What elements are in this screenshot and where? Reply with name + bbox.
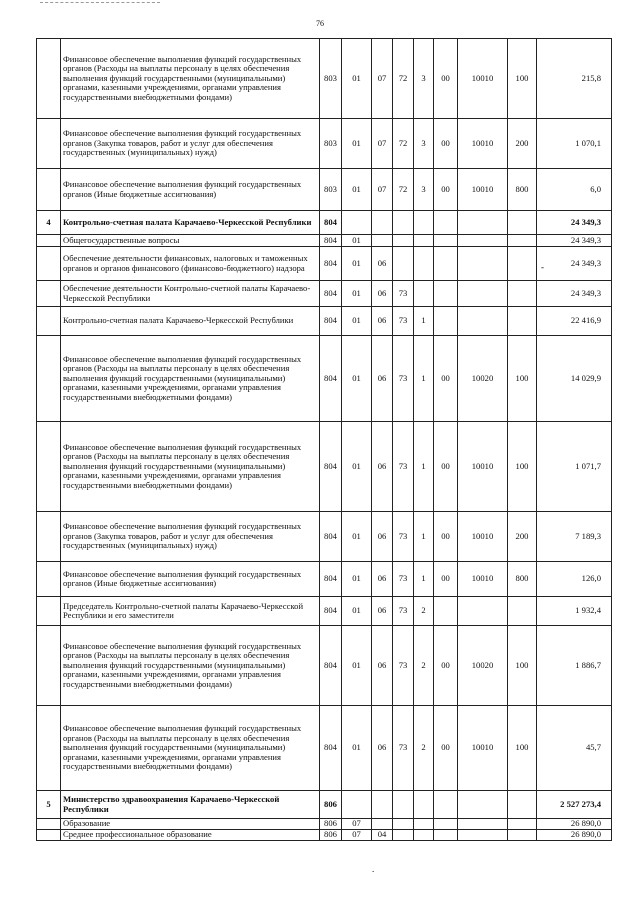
row-description: Обеспечение деятельности Контрольно-счетной палаты Карачаево-Черкесской Республики [61, 281, 320, 307]
code-program: 73 [393, 281, 414, 307]
code-program: 73 [393, 422, 414, 512]
code-direction: 00 [434, 119, 458, 169]
row-description: Финансовое обеспечение выполнения функций государственных органов (Расходы на выплаты персоналу в целях обеспечения выполнения функций государственными (муниципальными) органами, казенными учреждениями, органами управления государственными внебюджетными фондами) [61, 706, 320, 791]
row-description: Финансовое обеспечение выполнения функций государственных органов (Расходы на выплаты персоналу в целях обеспечения выполнения функций государственными (муниципальными) органами, казенными учреждениями, органами управления государственными внебюджетными фондами) [61, 39, 320, 119]
scan-artifact-line [40, 2, 160, 4]
code-expense [458, 819, 508, 830]
row-description: Министерство здравоохранения Карачаево-Черкесской Республики [61, 791, 320, 819]
code-type: 200 [508, 119, 537, 169]
code-direction: 00 [434, 512, 458, 562]
code-program: 72 [393, 169, 414, 211]
code-ministry: 804 [320, 562, 342, 597]
code-type: 200 [508, 512, 537, 562]
row-number [37, 336, 61, 422]
code-subprogram: 3 [414, 39, 434, 119]
code-ministry: 804 [320, 211, 342, 235]
row-number [37, 626, 61, 706]
row-description: Председатель Контрольно-счетной палаты Карачаево-Черкесской Республики и его заместители [61, 597, 320, 626]
row-number [37, 597, 61, 626]
table-row [37, 281, 612, 307]
code-subsection [372, 235, 393, 247]
row-amount: 1 932,4 [537, 597, 612, 626]
budget-table [36, 38, 612, 841]
code-section: 01 [342, 626, 372, 706]
code-direction [434, 307, 458, 336]
code-section: 01 [342, 307, 372, 336]
row-amount: 26 890,0 [537, 830, 612, 841]
code-subsection: 07 [372, 39, 393, 119]
code-subsection: 06 [372, 307, 393, 336]
code-ministry: 806 [320, 830, 342, 841]
row-number [37, 512, 61, 562]
code-program: 73 [393, 597, 414, 626]
code-program [393, 830, 414, 841]
code-section: 01 [342, 39, 372, 119]
code-ministry: 804 [320, 281, 342, 307]
code-type [508, 281, 537, 307]
code-type [508, 830, 537, 841]
code-subsection: 06 [372, 336, 393, 422]
row-number [37, 281, 61, 307]
code-program: 73 [393, 307, 414, 336]
code-expense [458, 247, 508, 281]
code-subprogram: 1 [414, 562, 434, 597]
code-subsection [372, 211, 393, 235]
code-direction: 00 [434, 422, 458, 512]
code-direction: 00 [434, 706, 458, 791]
code-type [508, 791, 537, 819]
code-subsection [372, 791, 393, 819]
code-section: 01 [342, 281, 372, 307]
code-type [508, 597, 537, 626]
code-type: 100 [508, 336, 537, 422]
code-subprogram [414, 791, 434, 819]
code-expense: 10010 [458, 422, 508, 512]
table-row [37, 119, 612, 169]
code-section: 01 [342, 706, 372, 791]
code-type: 800 [508, 562, 537, 597]
code-section: 01 [342, 119, 372, 169]
code-direction [434, 211, 458, 235]
code-subprogram: 1 [414, 307, 434, 336]
row-number [37, 830, 61, 841]
code-ministry: 804 [320, 235, 342, 247]
code-expense: 10010 [458, 706, 508, 791]
code-ministry: 806 [320, 791, 342, 819]
code-section [342, 791, 372, 819]
code-program [393, 819, 414, 830]
code-type: 100 [508, 626, 537, 706]
code-section: 07 [342, 819, 372, 830]
code-ministry: 804 [320, 336, 342, 422]
code-section: 01 [342, 512, 372, 562]
code-type [508, 235, 537, 247]
table-row [37, 791, 612, 819]
code-direction [434, 247, 458, 281]
code-type [508, 819, 537, 830]
table-row [37, 247, 612, 281]
row-number: 4 [37, 211, 61, 235]
code-section: 01 [342, 235, 372, 247]
code-ministry: 803 [320, 119, 342, 169]
code-expense [458, 597, 508, 626]
row-description: Финансовое обеспечение выполнения функций государственных органов (Расходы на выплаты персоналу в целях обеспечения выполнения функций государственными (муниципальными) органами, казенными учреждениями, органами управления государственными внебюджетными фондами) [61, 422, 320, 512]
code-section: 01 [342, 562, 372, 597]
code-type: 100 [508, 422, 537, 512]
code-program: 73 [393, 706, 414, 791]
row-number [37, 119, 61, 169]
code-ministry: 803 [320, 169, 342, 211]
code-subprogram [414, 281, 434, 307]
table-row [37, 422, 612, 512]
code-ministry: 804 [320, 307, 342, 336]
code-program [393, 235, 414, 247]
code-subsection: 07 [372, 169, 393, 211]
code-direction [434, 830, 458, 841]
row-amount: 2 527 273,4 [537, 791, 612, 819]
code-program [393, 791, 414, 819]
code-ministry: 804 [320, 626, 342, 706]
row-description: Финансовое обеспечение выполнения функций государственных органов (Иные бюджетные ассигнования) [61, 169, 320, 211]
row-number [37, 247, 61, 281]
code-subprogram [414, 830, 434, 841]
code-subsection: 06 [372, 281, 393, 307]
code-subprogram [414, 819, 434, 830]
code-subsection: 06 [372, 597, 393, 626]
scan-artifact-dot: - [541, 262, 544, 272]
code-expense [458, 830, 508, 841]
table-row [37, 562, 612, 597]
row-number [37, 39, 61, 119]
row-description: Среднее профессиональное образование [61, 830, 320, 841]
code-section: 07 [342, 830, 372, 841]
table-row [37, 336, 612, 422]
code-subprogram: 1 [414, 422, 434, 512]
row-amount: 26 890,0 [537, 819, 612, 830]
code-expense: 10020 [458, 626, 508, 706]
table-row [37, 39, 612, 119]
code-subprogram: 2 [414, 597, 434, 626]
code-ministry: 804 [320, 597, 342, 626]
code-direction: 00 [434, 169, 458, 211]
code-subsection: 06 [372, 626, 393, 706]
code-type: 100 [508, 39, 537, 119]
code-ministry: 804 [320, 512, 342, 562]
row-number [37, 422, 61, 512]
code-program: 73 [393, 562, 414, 597]
code-subsection: 07 [372, 119, 393, 169]
code-expense [458, 235, 508, 247]
code-direction [434, 281, 458, 307]
table-row [37, 819, 612, 830]
row-description: Финансовое обеспечение выполнения функций государственных органов (Расходы на выплаты персоналу в целях обеспечения выполнения функций государственными (муниципальными) органами, казенными учреждениями, органами управления государственными внебюджетными фондами) [61, 626, 320, 706]
code-subprogram: 1 [414, 512, 434, 562]
code-section: 01 [342, 169, 372, 211]
code-section: 01 [342, 597, 372, 626]
row-amount: 7 189,3 [537, 512, 612, 562]
table-row [37, 706, 612, 791]
code-subsection: 06 [372, 422, 393, 512]
row-amount: 1 071,7 [537, 422, 612, 512]
code-subprogram: 1 [414, 336, 434, 422]
code-expense [458, 307, 508, 336]
code-expense: 10010 [458, 119, 508, 169]
table-row [37, 512, 612, 562]
code-expense [458, 791, 508, 819]
row-amount: 24 349,3 [537, 235, 612, 247]
code-subsection: 06 [372, 247, 393, 281]
row-number [37, 706, 61, 791]
scan-artifact-dot: . [372, 864, 375, 874]
code-direction [434, 791, 458, 819]
code-ministry: 804 [320, 247, 342, 281]
code-direction: 00 [434, 626, 458, 706]
page-number: 76 [316, 19, 324, 28]
row-description: Финансовое обеспечение выполнения функций государственных органов (Закупка товаров, работ и услуг для обеспечения государственных (муниципальных) нужд) [61, 512, 320, 562]
code-subsection: 06 [372, 562, 393, 597]
code-direction: 00 [434, 336, 458, 422]
code-program: 72 [393, 39, 414, 119]
row-description: Финансовое обеспечение выполнения функций государственных органов (Закупка товаров, работ и услуг для обеспечения государственных (муниципальных) нужд) [61, 119, 320, 169]
code-subprogram: 2 [414, 626, 434, 706]
code-subprogram: 3 [414, 169, 434, 211]
code-program: 73 [393, 336, 414, 422]
row-amount: 24 349,3 [537, 247, 612, 281]
code-ministry: 806 [320, 819, 342, 830]
code-subprogram [414, 211, 434, 235]
row-amount: 24 349,3 [537, 211, 612, 235]
row-number [37, 562, 61, 597]
code-subprogram [414, 235, 434, 247]
row-amount: 126,0 [537, 562, 612, 597]
code-program: 72 [393, 119, 414, 169]
code-program: 73 [393, 626, 414, 706]
code-expense: 10010 [458, 562, 508, 597]
code-ministry: 804 [320, 422, 342, 512]
row-amount: 1 886,7 [537, 626, 612, 706]
row-description: Общегосударственные вопросы [61, 235, 320, 247]
row-number [37, 235, 61, 247]
code-program: 73 [393, 512, 414, 562]
row-description: Контрольно-счетная палата Карачаево-Черкесской Республики [61, 307, 320, 336]
code-subprogram [414, 247, 434, 281]
code-direction [434, 597, 458, 626]
code-type: 800 [508, 169, 537, 211]
code-type [508, 307, 537, 336]
code-section: 01 [342, 247, 372, 281]
code-direction [434, 235, 458, 247]
code-expense [458, 211, 508, 235]
row-amount: 24 349,3 [537, 281, 612, 307]
row-description: Финансовое обеспечение выполнения функций государственных органов (Расходы на выплаты персоналу в целях обеспечения выполнения функций государственными (муниципальными) органами, казенными учреждениями, органами управления государственными внебюджетными фондами) [61, 336, 320, 422]
row-amount: 22 416,9 [537, 307, 612, 336]
code-section: 01 [342, 422, 372, 512]
table-row [37, 830, 612, 841]
table-row [37, 169, 612, 211]
row-number [37, 307, 61, 336]
code-program [393, 211, 414, 235]
row-number [37, 819, 61, 830]
code-subsection: 04 [372, 830, 393, 841]
code-expense: 10010 [458, 169, 508, 211]
code-ministry: 804 [320, 706, 342, 791]
code-direction [434, 819, 458, 830]
code-type [508, 247, 537, 281]
row-number: 5 [37, 791, 61, 819]
code-expense: 10020 [458, 336, 508, 422]
code-section [342, 211, 372, 235]
table-row [37, 307, 612, 336]
code-subsection [372, 819, 393, 830]
code-subsection: 06 [372, 706, 393, 791]
code-subprogram: 3 [414, 119, 434, 169]
code-program [393, 247, 414, 281]
row-amount: 45,7 [537, 706, 612, 791]
code-subsection: 06 [372, 512, 393, 562]
row-amount: 1 070,1 [537, 119, 612, 169]
row-description: Финансовое обеспечение выполнения функций государственных органов (Иные бюджетные ассигнования) [61, 562, 320, 597]
row-amount: 14 029,9 [537, 336, 612, 422]
code-type: 100 [508, 706, 537, 791]
code-expense: 10010 [458, 512, 508, 562]
code-expense [458, 281, 508, 307]
code-direction: 00 [434, 39, 458, 119]
table-row [37, 235, 612, 247]
row-description: Образование [61, 819, 320, 830]
row-description: Контрольно-счетная палата Карачаево-Черкесской Республики [61, 211, 320, 235]
code-ministry: 803 [320, 39, 342, 119]
table-row [37, 626, 612, 706]
code-section: 01 [342, 336, 372, 422]
row-number [37, 169, 61, 211]
code-subprogram: 2 [414, 706, 434, 791]
code-type [508, 211, 537, 235]
row-description: Обеспечение деятельности финансовых, налоговых и таможенных органов и органов финансового (финансово-бюджетного) надзора [61, 247, 320, 281]
table-row [37, 211, 612, 235]
row-amount: 6,0 [537, 169, 612, 211]
code-direction: 00 [434, 562, 458, 597]
table-row [37, 597, 612, 626]
row-amount: 215,8 [537, 39, 612, 119]
code-expense: 10010 [458, 39, 508, 119]
